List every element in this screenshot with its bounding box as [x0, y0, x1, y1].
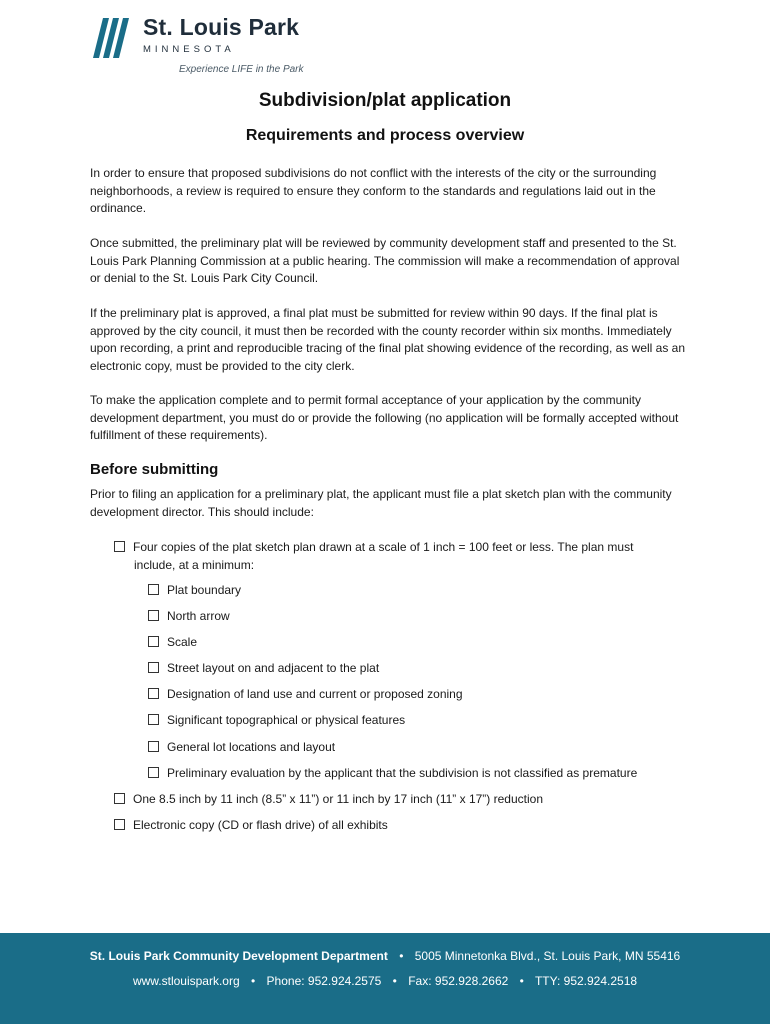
org-tagline: Experience LIFE in the Park: [179, 64, 304, 75]
checklist-subitem: [148, 712, 405, 730]
checklist-subitem-label: Street layout on and adjacent to the plat: [167, 661, 380, 675]
checkbox[interactable]: [148, 714, 159, 725]
checkbox[interactable]: [114, 541, 125, 552]
checklist-subitem: [148, 686, 463, 704]
checklist-item-label-cont: include, at a minimum:: [134, 557, 255, 572]
org-name: St. Louis Park: [143, 14, 300, 40]
org-logo: [93, 14, 333, 78]
checklist-subitem: [148, 765, 637, 783]
footer-bullet: •: [399, 949, 404, 963]
checklist-item-label: One 8.5 inch by 11 inch (8.5” x 11”) or 11 inch by 17 inch (11” x 17”) reduction: [133, 792, 543, 806]
org-state: MINNESOTA: [143, 44, 235, 55]
section-intro: Prior to filing an application for a preliminary plat, the applicant must file a plat sketch plan with the community development director. This should include:: [90, 487, 672, 519]
checkbox[interactable]: [148, 688, 159, 699]
checklist-subitem-label: General lot locations and layout: [167, 740, 336, 754]
checklist-subitem-label: Plat boundary: [167, 583, 242, 597]
intro-paragraph: In order to ensure that proposed subdivisions do not conflict with the interests of the city or the surrounding neighborhoods, a review is required to ensure they conform to the standards and regulations laid out in the ordinance.: [90, 166, 657, 215]
page-footer: [0, 933, 770, 1024]
checkbox[interactable]: [148, 610, 159, 621]
checklist-subitem: [148, 634, 197, 652]
checklist-subitem: [148, 608, 230, 626]
footer-bullet: •: [251, 974, 256, 988]
checklist-subitem: [148, 739, 335, 757]
checklist-item-sketch-plan: [114, 539, 674, 574]
footer-address: 5005 Minnetonka Blvd., St. Louis Park, MN 55416: [414, 949, 681, 963]
checkbox[interactable]: [148, 741, 159, 752]
footer-department: St. Louis Park Community Development Department: [89, 949, 388, 963]
checklist-subitem-label: Designation of land use and current or proposed zoning: [167, 687, 463, 701]
requirements-paragraph: To make the application complete and to permit formal acceptance of your application by the community development department, you must do or provide the following (no application will be formally accepted without fulfillment of these requirements).: [90, 393, 679, 442]
checkbox[interactable]: [148, 584, 159, 595]
checklist-item-electronic-copy: [114, 817, 388, 835]
checkbox[interactable]: [148, 767, 159, 778]
checklist-subitem: [148, 582, 241, 600]
footer-tty: TTY: 952.924.2518: [534, 974, 638, 988]
final-plat-paragraph: If the preliminary plat is approved, a final plat must be submitted for review within 90 days. If the final plat is approved by the city council, it must then be recorded with the county recorder within six months. Immediately upon recording, a print and reproducible tracing of the final plat showing evidence of the recording, as well as an electronic copy, must be provided to the city clerk.: [90, 306, 686, 373]
checklist-item-label: Four copies of the plat sketch plan drawn at a scale of 1 inch = 100 feet or less. The plan must: [133, 540, 634, 554]
page-title: Subdivision/plat application: [258, 90, 512, 111]
checkbox[interactable]: [114, 793, 125, 804]
checkbox[interactable]: [148, 636, 159, 647]
page-subtitle: Requirements and process overview: [245, 127, 525, 144]
checkbox[interactable]: [148, 662, 159, 673]
checkbox[interactable]: [114, 819, 125, 830]
footer-fax: Fax: 952.928.2662: [408, 974, 509, 988]
checklist-subitem-label: North arrow: [167, 609, 230, 623]
review-paragraph: Once submitted, the preliminary plat will be reviewed by community development staff and presented to the St. Louis Park Planning Commission at a public hearing. The commission will make a recommendation of approval or denial to the St. Louis Park City Council.: [90, 236, 680, 285]
footer-address-line: [0, 949, 770, 963]
checklist-item-label: Electronic copy (CD or flash drive) of all exhibits: [133, 818, 388, 832]
checklist-item-reduction: [114, 791, 543, 809]
checklist-subitem-label: Preliminary evaluation by the applicant that the subdivision is not classified as premature: [167, 766, 638, 780]
footer-bullet: •: [519, 974, 524, 988]
footer-website-link[interactable]: www.stlouispark.org: [132, 974, 240, 988]
footer-bullet: •: [392, 974, 397, 988]
footer-contact-line: [0, 974, 770, 988]
section-heading: Before submitting: [90, 461, 219, 478]
checklist-subitem-label: Significant topographical or physical features: [167, 713, 406, 727]
footer-phone: Phone: 952.924.2575: [266, 974, 382, 988]
logo-stripes-icon: [93, 18, 135, 58]
checklist-subitem-label: Scale: [167, 635, 198, 649]
checklist-subitem: [148, 660, 379, 678]
